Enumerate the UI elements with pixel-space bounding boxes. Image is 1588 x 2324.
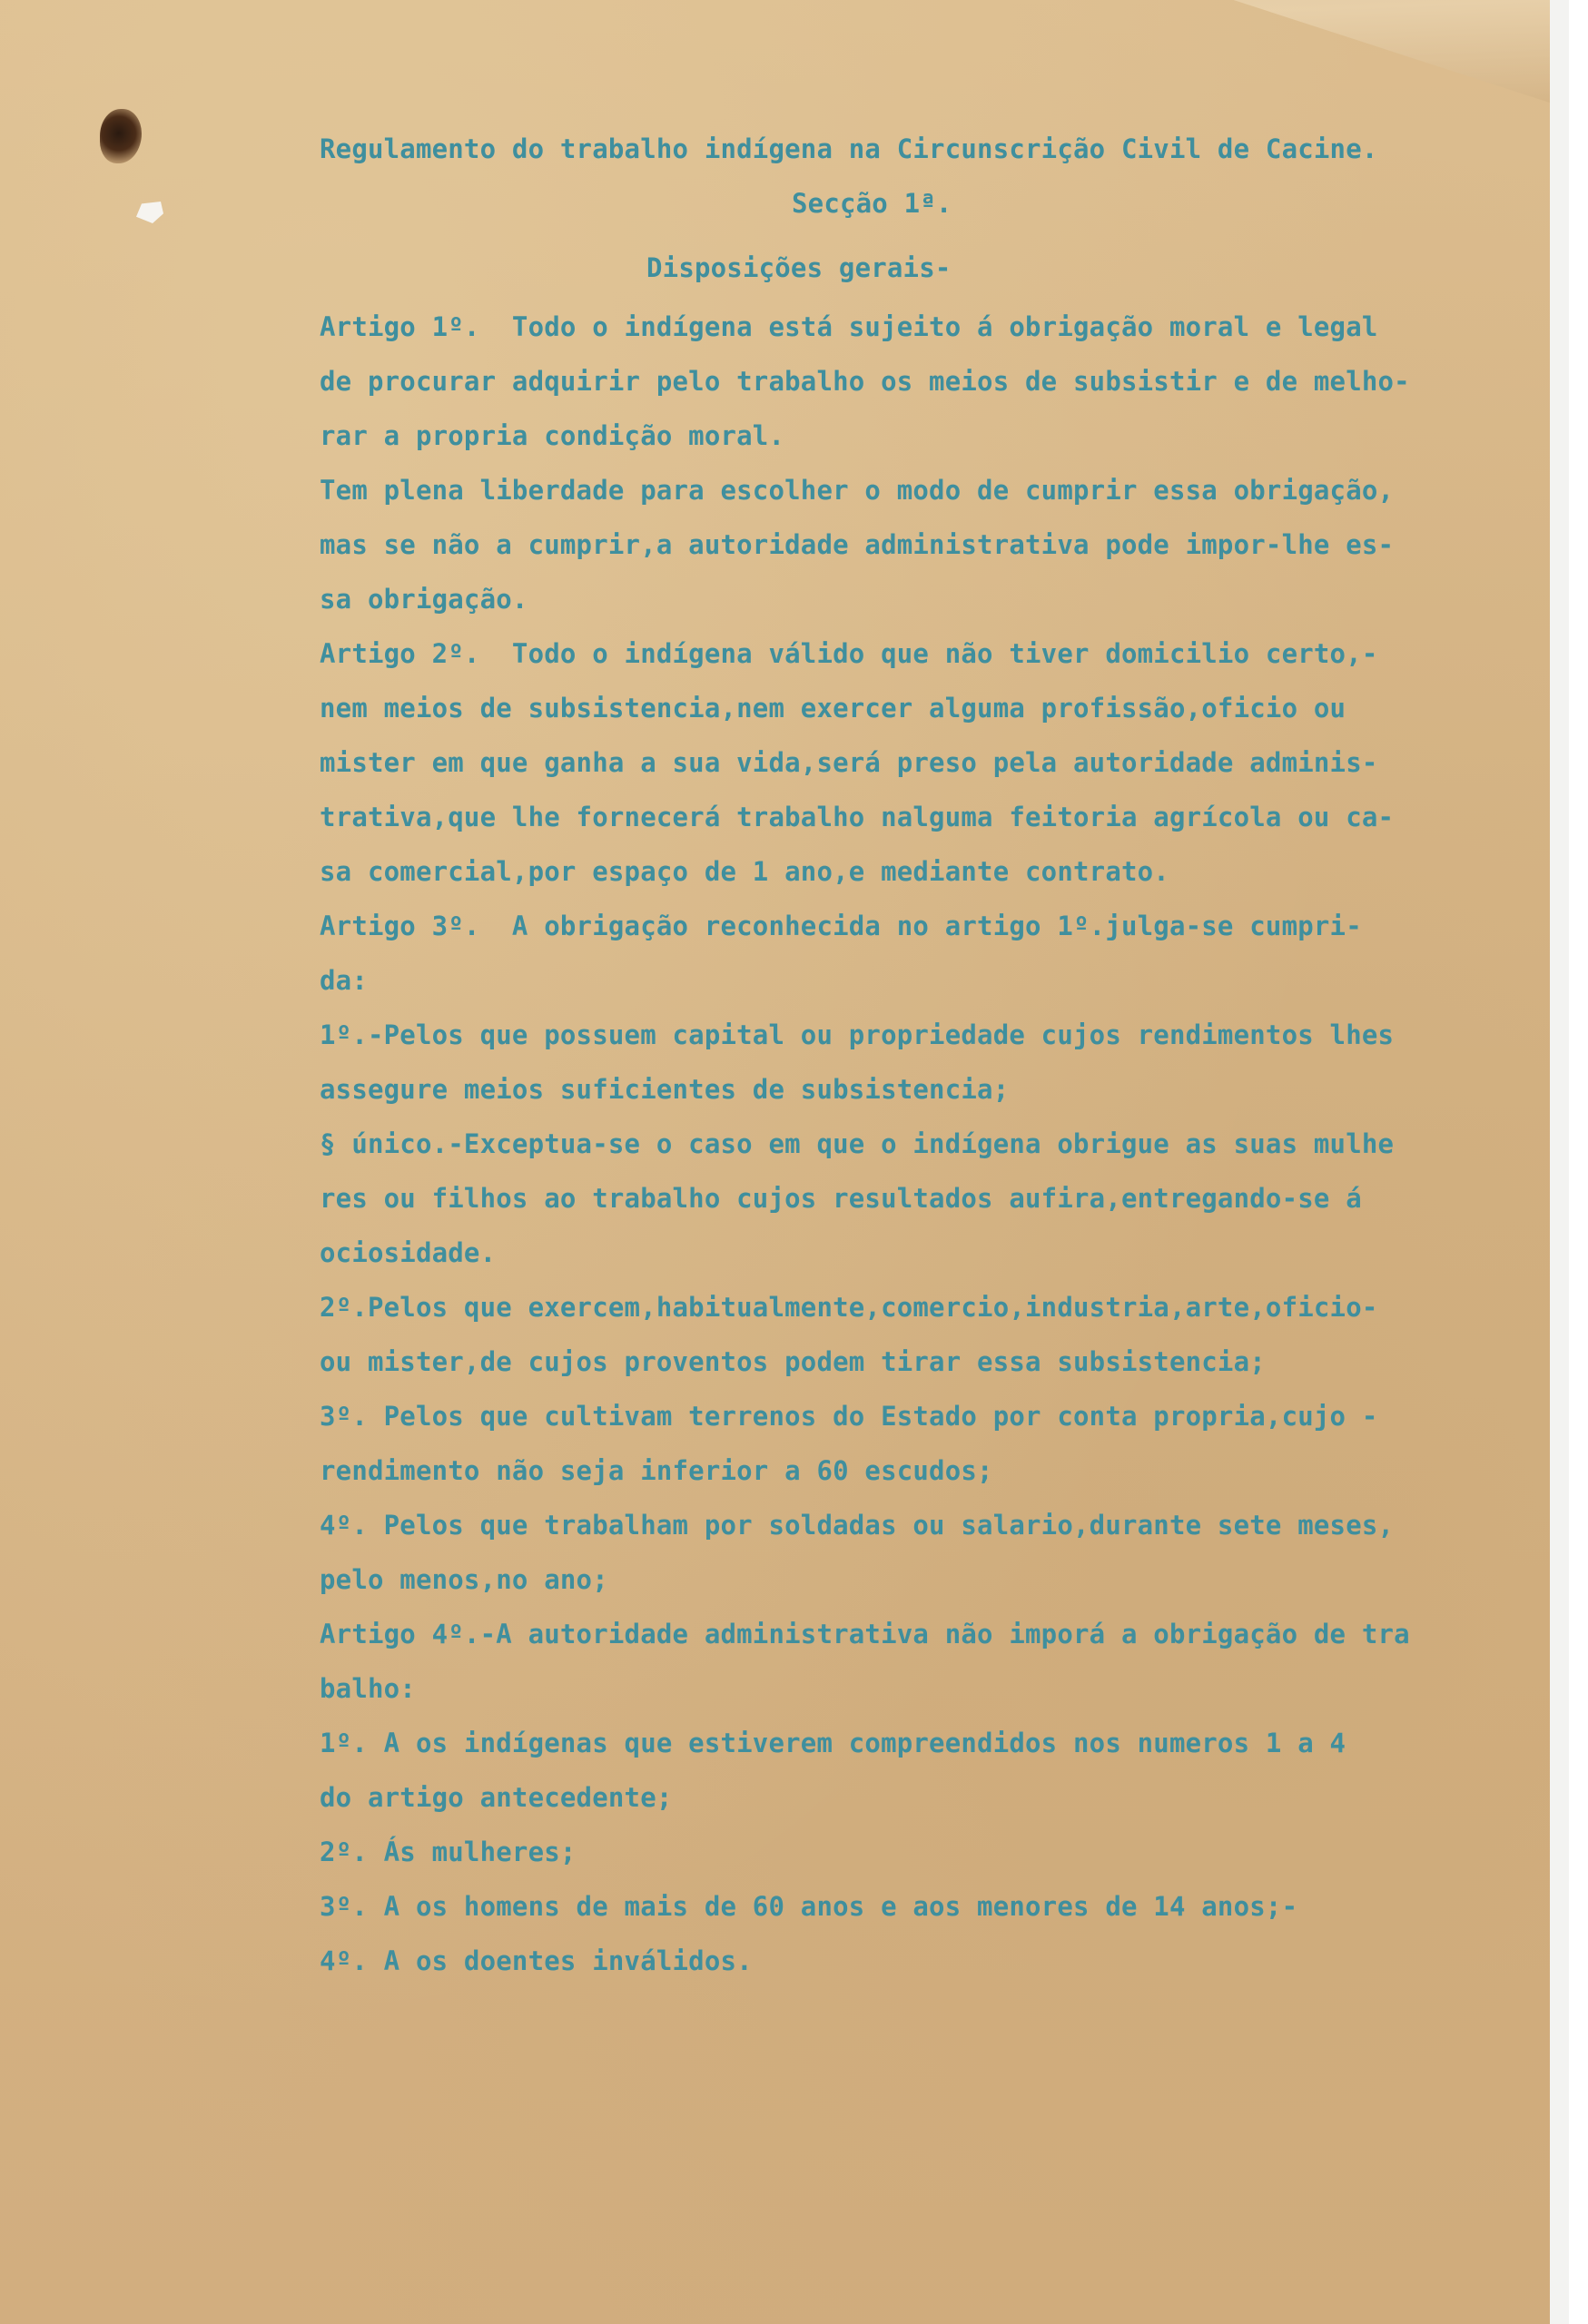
folded-corner [1224,0,1569,109]
text-line: Artigo 4º.-A autoridade administrativa não imporá a obrigação de tra [320,1619,1410,1649]
text-line: 2º. Ás mulheres; [320,1837,577,1867]
text-line: 3º. Pelos que cultivam terrenos do Estado por conta propria,cujo - [320,1401,1378,1432]
text-line: res ou filhos ao trabalho cujos resultados aufira,entregando-se á [320,1183,1362,1214]
section-heading: Secção 1ª. [792,188,952,219]
text-line: Artigo 1º. Todo o indígena está sujeito á obrigação moral e legal [320,311,1378,342]
text-line: mister em que ganha a sua vida,será preso pela autoridade adminis- [320,747,1378,778]
text-line: 1º.-Pelos que possuem capital ou propriedade cujos rendimentos lhes [320,1019,1395,1050]
text-line: sa obrigação. [320,584,528,615]
text-line: trativa,que lhe fornecerá trabalho nalguma feitoria agrícola ou ca- [320,802,1395,832]
text-line: § único.-Exceptua-se o caso em que o indígena obrigue as suas mulhe [320,1128,1395,1159]
text-line: Artigo 2º. Todo o indígena válido que não tiver domicilio certo,- [320,638,1378,669]
text-line: de procurar adquirir pelo trabalho os meios de subsistir e de melho- [320,366,1410,397]
text-line: sa comercial,por espaço de 1 ano,e mediante contrato. [320,856,1169,887]
text-line: Artigo 3º. A obrigação reconhecida no artigo 1º.julga-se cumpri- [320,911,1362,941]
text-line: assegure meios suficientes de subsistencia; [320,1074,1010,1105]
text-line: rendimento não seja inferior a 60 escudos; [320,1455,993,1486]
text-line: pelo menos,no ano; [320,1564,608,1595]
text-line: 3º. A os homens de mais de 60 anos e aos menores de 14 anos;- [320,1891,1298,1922]
text-line: da: [320,965,368,996]
subheading: Disposições gerais- [646,252,952,283]
text-line: mas se não a cumprir,a autoridade administrativa pode impor-lhe es- [320,529,1395,560]
scan-border [1550,0,1569,2324]
text-line: 4º. Pelos que trabalham por soldadas ou salario,durante sete meses, [320,1510,1395,1541]
text-line: rar a propria condição moral. [320,420,785,451]
text-line: balho: [320,1673,416,1704]
text-line: 1º. A os indígenas que estiverem compreendidos nos numeros 1 a 4 [320,1728,1346,1758]
ink-stain [100,109,142,163]
text-line: Tem plena liberdade para escolher o modo de cumprir essa obrigação, [320,475,1395,506]
document-title: Regulamento do trabalho indígena na Circunscrição Civil de Cacine. [320,133,1378,164]
text-line: 2º.Pelos que exercem,habitualmente,comercio,industria,arte,oficio- [320,1292,1378,1323]
typed-text-body [320,127,1541,1988]
text-line: 4º. A os doentes inválidos. [320,1945,753,1976]
text-line: do artigo antecedente; [320,1782,673,1813]
text-line: ou mister,de cujos proventos podem tirar essa subsistencia; [320,1346,1266,1377]
paper-hole [136,202,163,223]
text-line: ociosidade. [320,1237,497,1268]
text-line: nem meios de subsistencia,nem exercer alguma profissão,oficio ou [320,693,1346,724]
